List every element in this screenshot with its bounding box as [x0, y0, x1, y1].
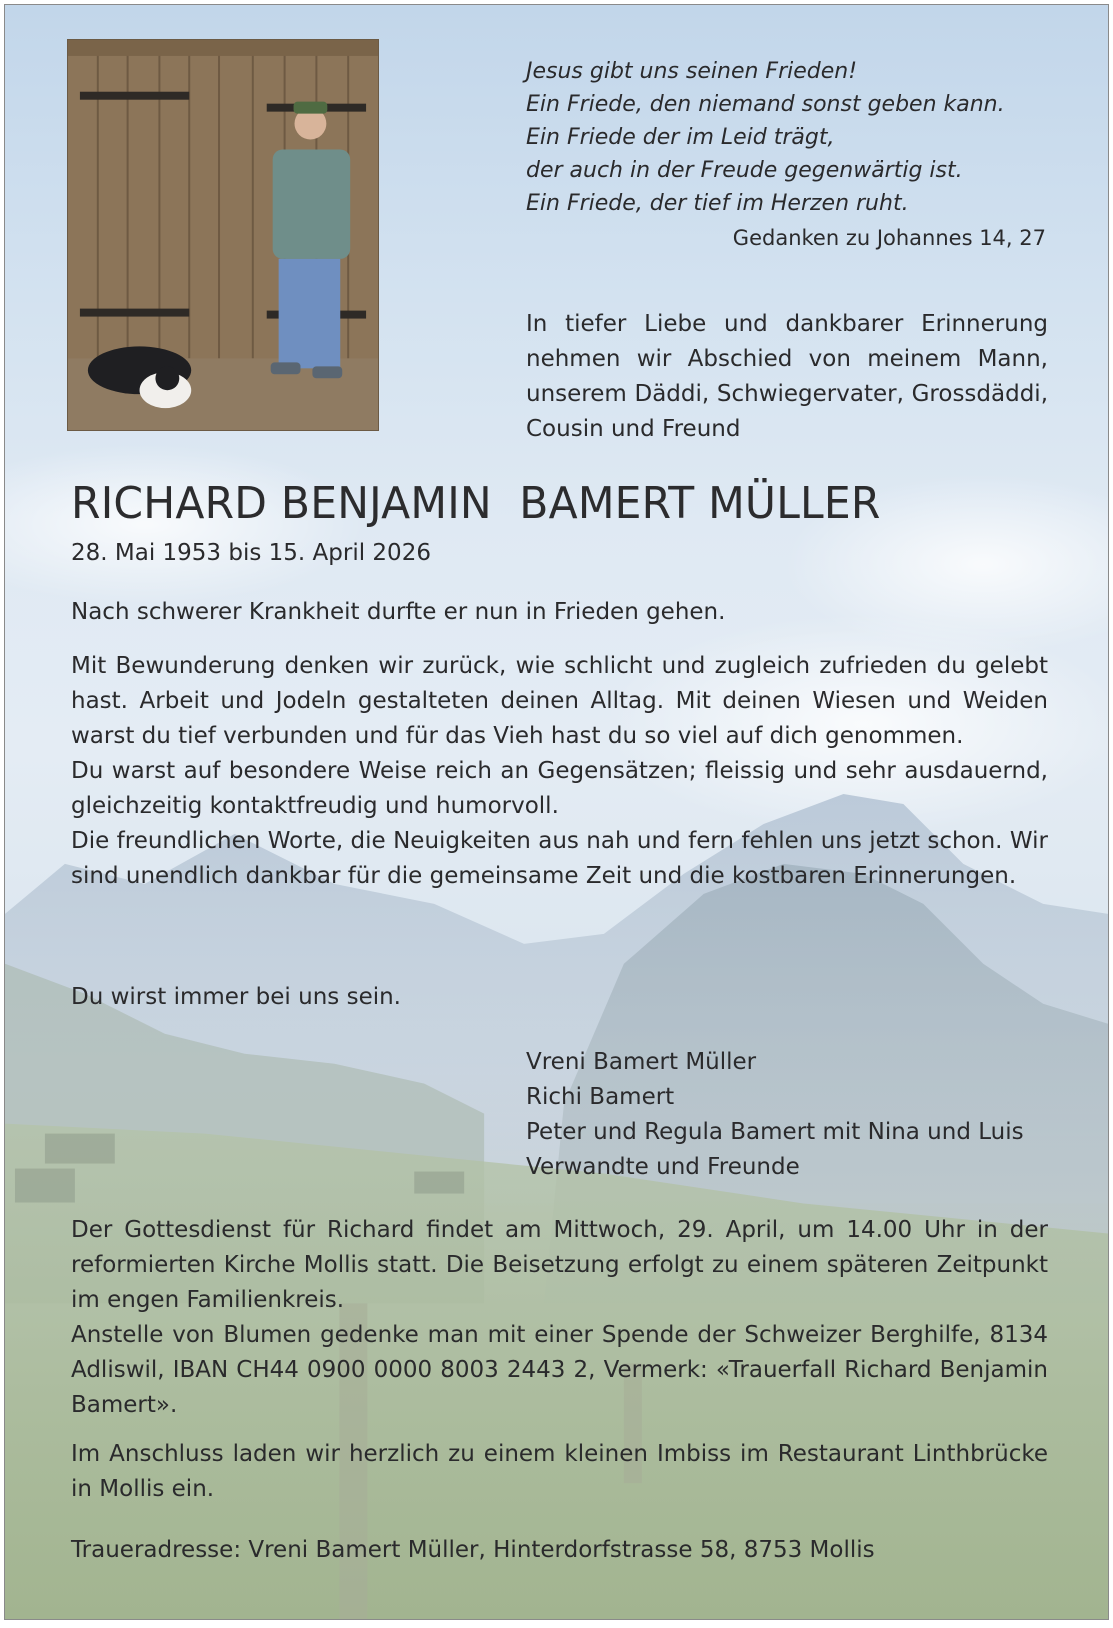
obituary-page	[4, 4, 1109, 1620]
paragraph-text: Mit Bewunderung denken wir zurück, wie schlicht und zugleich zufrieden du gelebt hast. Arbeit und Jodeln gestalteten deinen Alltag. Mit deinen Wiesen und Weiden warst du tief verbunden und für das Vieh hast du so viel auf dich genommen.	[71, 653, 1048, 749]
paragraph-reception	[71, 1437, 1048, 1507]
obituary-content	[5, 5, 1108, 1619]
paragraph-text: Der Gottesdienst für Richard findet am Mittwoch, 29. April, um 14.00 Uhr in der reformierten Kirche Mollis statt. Die Beisetzung erfolgt zu einem späteren Zeitpunkt im engen Familienkreis.	[71, 1217, 1048, 1313]
quote-source: Gedanken zu Johannes 14, 27	[732, 226, 1046, 250]
signatories-list	[526, 1045, 1024, 1185]
quote-line: Jesus gibt uns seinen Frieden!	[526, 59, 858, 84]
paragraph-closing	[71, 980, 1048, 1015]
paragraph-text: Im Anschluss laden wir herzlich zu einem kleinen Imbiss im Restaurant Linthbrücke in Mollis ein.	[71, 1441, 1048, 1502]
signatory: Richi Bamert	[526, 1084, 675, 1110]
quote-line: Ein Friede der im Leid trägt,	[526, 125, 835, 150]
portrait-photo	[67, 39, 379, 431]
life-dates: 28. Mai 1953 bis 15. April 2026	[71, 540, 431, 566]
signatory: Vreni Bamert Müller	[526, 1049, 757, 1075]
paragraph-text: Traueradresse: Vreni Bamert Müller, Hinterdorfstrasse 58, 8753 Mollis	[71, 1537, 875, 1563]
paragraph-text: Du wirst immer bei uns sein.	[71, 984, 401, 1010]
man-with-dog-photo-icon	[68, 40, 378, 430]
paragraph-text: Du warst auf besondere Weise reich an Gegensätzen; fleissig und sehr ausdauernd, gleichzeitig kontaktfreudig und humorvoll.	[71, 758, 1048, 819]
mourning-address	[71, 1533, 1048, 1568]
quote-line: Ein Friede, der tief im Herzen ruht.	[526, 191, 909, 216]
signatory: Peter und Regula Bamert mit Nina und Luis	[526, 1119, 1024, 1145]
paragraph-service	[71, 1213, 1048, 1423]
paragraph-text: Die freundlichen Worte, die Neuigkeiten aus nah und fern fehlen uns jetzt schon. Wir sind unendlich dankbar für die gemeinsame Zeit und die kostbaren Erinnerungen.	[71, 828, 1048, 889]
intro-text: In tiefer Liebe und dankbarer Erinnerung nehmen wir Abschied von meinem Mann, unserem Däddi, Schwiegervater, Grossdäddi, Cousin und Freund	[526, 311, 1048, 442]
deceased-name: RICHARD BENJAMIN BAMERT MÜLLER	[71, 478, 881, 529]
bible-quote	[526, 55, 1048, 220]
paragraph-text: Nach schwerer Krankheit durfte er nun in Frieden gehen.	[71, 599, 726, 625]
quote-line: der auch in der Freude gegenwärtig ist.	[526, 158, 963, 183]
paragraph-remembrance	[71, 649, 1048, 894]
signatory: Verwandte und Freunde	[526, 1154, 800, 1180]
paragraph-text: Anstelle von Blumen gedenke man mit einer Spende der Schweizer Berghilfe, 8134 Adliswil, IBAN CH44 0900 0000 8003 2443 2, Vermerk: «Trauerfall Richard Benjamin Bamert».	[71, 1322, 1048, 1418]
paragraph-illness	[71, 595, 1048, 630]
quote-line: Ein Friede, den niemand sonst geben kann.	[526, 92, 1005, 117]
